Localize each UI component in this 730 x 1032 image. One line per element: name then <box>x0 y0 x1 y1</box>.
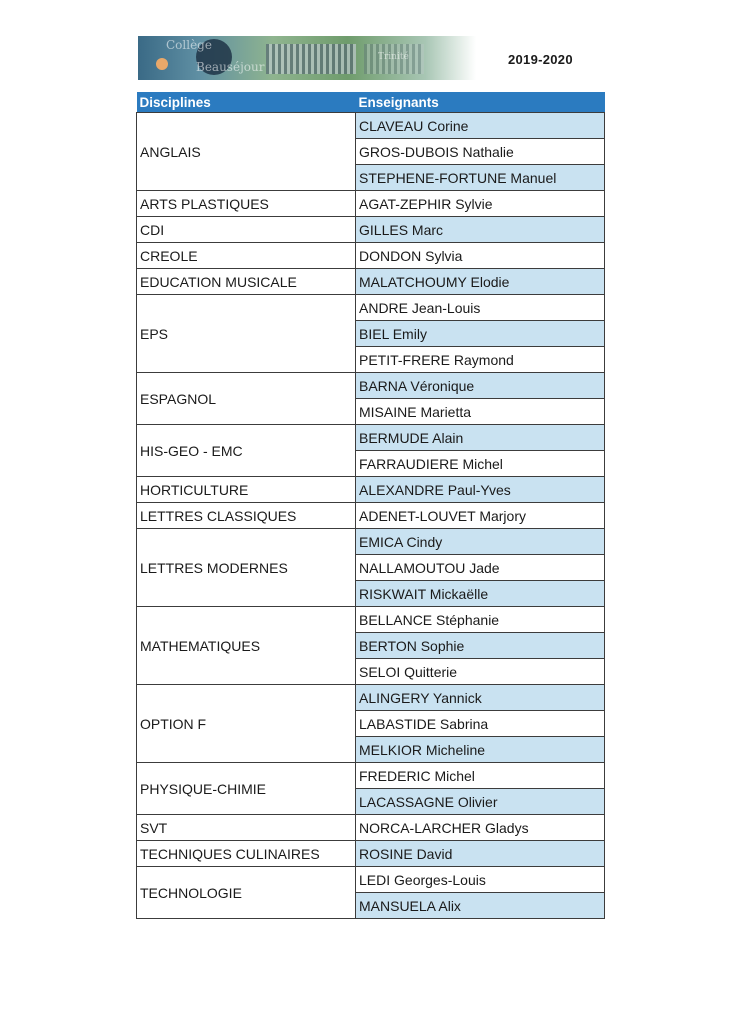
table-row <box>137 191 605 217</box>
column-header-disciplines: Disciplines <box>137 92 356 113</box>
teacher-cell: ROSINE David <box>356 841 605 867</box>
teacher-cell: GROS-DUBOIS Nathalie <box>356 139 605 165</box>
table-row <box>137 295 605 321</box>
teacher-cell: DONDON Sylvia <box>356 243 605 269</box>
table-row <box>137 815 605 841</box>
teacher-cell: ANDRE Jean-Louis <box>356 295 605 321</box>
teacher-cell: MALATCHOUMY Elodie <box>356 269 605 295</box>
teacher-cell: EMICA Cindy <box>356 529 605 555</box>
teacher-cell: LACASSAGNE Olivier <box>356 789 605 815</box>
college-banner-logo <box>138 36 476 80</box>
discipline-cell: HORTICULTURE <box>137 477 356 503</box>
teacher-cell: RISKWAIT Mickaëlle <box>356 581 605 607</box>
discipline-cell: MATHEMATIQUES <box>137 607 356 685</box>
table-row <box>137 425 605 451</box>
table-row <box>137 269 605 295</box>
table-row <box>137 763 605 789</box>
teacher-cell: BERTON Sophie <box>356 633 605 659</box>
logo-text: Beauséjour <box>196 60 265 74</box>
teachers-table <box>136 92 605 919</box>
table-row <box>137 373 605 399</box>
table-header-row <box>137 92 605 113</box>
teacher-cell: GILLES Marc <box>356 217 605 243</box>
teacher-cell: NORCA-LARCHER Gladys <box>356 815 605 841</box>
teacher-cell: MANSUELA Alix <box>356 893 605 919</box>
teacher-cell: PETIT-FRERE Raymond <box>356 347 605 373</box>
table-row <box>137 841 605 867</box>
discipline-cell: CDI <box>137 217 356 243</box>
school-year: 2019-2020 <box>508 52 573 67</box>
teacher-cell: NALLAMOUTOU Jade <box>356 555 605 581</box>
teacher-cell: MISAINE Marietta <box>356 399 605 425</box>
discipline-cell: EPS <box>137 295 356 373</box>
discipline-cell: LETTRES CLASSIQUES <box>137 503 356 529</box>
building-graphic <box>266 44 356 74</box>
teacher-cell: LEDI Georges-Louis <box>356 867 605 893</box>
discipline-cell: OPTION F <box>137 685 356 763</box>
table-row <box>137 867 605 893</box>
table-row <box>137 243 605 269</box>
teacher-cell: MELKIOR Micheline <box>356 737 605 763</box>
discipline-cell: EDUCATION MUSICALE <box>137 269 356 295</box>
teacher-cell: BIEL Emily <box>356 321 605 347</box>
discipline-cell: LETTRES MODERNES <box>137 529 356 607</box>
teacher-cell: STEPHENE-FORTUNE Manuel <box>356 165 605 191</box>
discipline-cell: ESPAGNOL <box>137 373 356 425</box>
teacher-cell: BELLANCE Stéphanie <box>356 607 605 633</box>
discipline-cell: ARTS PLASTIQUES <box>137 191 356 217</box>
teacher-cell: ALINGERY Yannick <box>356 685 605 711</box>
teacher-cell: SELOI Quitterie <box>356 659 605 685</box>
logo-text: Trinité <box>378 52 409 62</box>
discipline-cell: CREOLE <box>137 243 356 269</box>
teacher-cell: LABASTIDE Sabrina <box>356 711 605 737</box>
discipline-cell: ANGLAIS <box>137 113 356 191</box>
teacher-cell: BARNA Véronique <box>356 373 605 399</box>
teacher-cell: CLAVEAU Corine <box>356 113 605 139</box>
teacher-cell: BERMUDE Alain <box>356 425 605 451</box>
logo-badge-icon <box>156 58 168 70</box>
table-row <box>137 477 605 503</box>
discipline-cell: TECHNOLOGIE <box>137 867 356 919</box>
table-row <box>137 685 605 711</box>
discipline-cell: TECHNIQUES CULINAIRES <box>137 841 356 867</box>
teacher-cell: ALEXANDRE Paul-Yves <box>356 477 605 503</box>
teacher-cell: ADENET-LOUVET Marjory <box>356 503 605 529</box>
teacher-cell: AGAT-ZEPHIR Sylvie <box>356 191 605 217</box>
discipline-cell: HIS-GEO - EMC <box>137 425 356 477</box>
teacher-cell: FARRAUDIERE Michel <box>356 451 605 477</box>
table-row <box>137 503 605 529</box>
discipline-cell: PHYSIQUE-CHIMIE <box>137 763 356 815</box>
teacher-cell: FREDERIC Michel <box>356 763 605 789</box>
table-body <box>137 113 605 919</box>
table-row <box>137 217 605 243</box>
discipline-cell: SVT <box>137 815 356 841</box>
table-row <box>137 529 605 555</box>
column-header-enseignants: Enseignants <box>356 92 605 113</box>
table-row <box>137 113 605 139</box>
table-row <box>137 607 605 633</box>
logo-text: Collège <box>166 38 212 52</box>
